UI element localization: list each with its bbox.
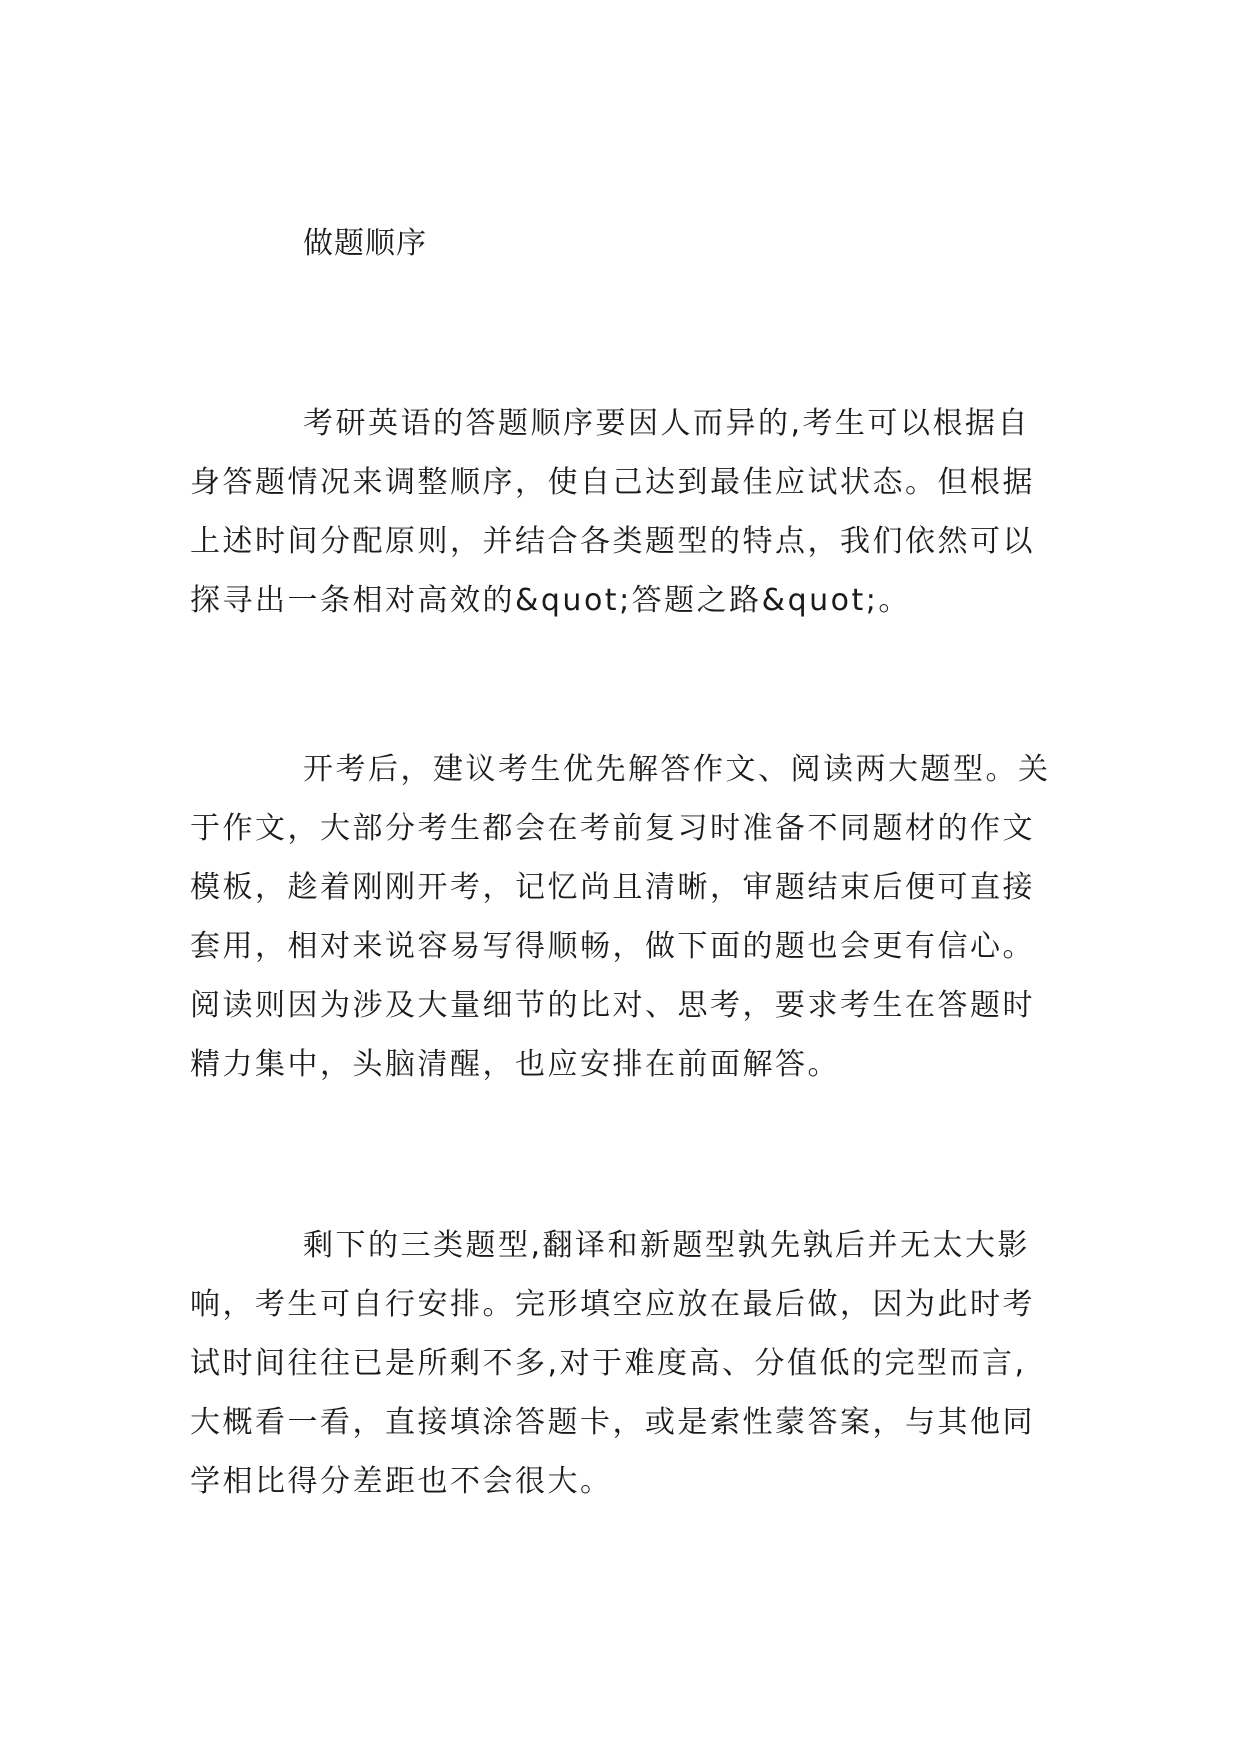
paragraph-line: 考研英语的答题顺序要因人而异的,考生可以根据自 <box>303 406 1031 441</box>
paragraph-writing-reading <box>190 740 1060 1094</box>
paragraph-line: 剩下的三类题型,翻译和新题型孰先孰后并无太大影 <box>303 1228 1031 1263</box>
paragraph-line: 身答题情况来调整顺序，使自己达到最佳应试状态。但根据 <box>190 465 1035 500</box>
paragraph-line: 探寻出一条相对高效的&quot;答题之路&quot;。 <box>190 583 911 618</box>
paragraph-line: 上述时间分配原则，并结合各类题型的特点，我们依然可以 <box>190 524 1035 559</box>
paragraph-line: 响，考生可自行安排。完形填空应放在最后做，因为此时考 <box>190 1287 1035 1322</box>
paragraph-line: 大概看一看，直接填涂答题卡，或是索性蒙答案，与其他同 <box>190 1405 1035 1440</box>
paragraph-line: 试时间往往已是所剩不多,对于难度高、分值低的完型而言, <box>190 1346 1027 1381</box>
paragraph-line: 开考后，建议考生优先解答作文、阅读两大题型。关 <box>303 752 1051 787</box>
paragraph-remaining-types <box>190 1216 1060 1511</box>
paragraph-line: 模板，趁着刚刚开考，记忆尚且清晰，审题结束后便可直接 <box>190 870 1035 905</box>
paragraph-answer-order <box>190 394 1060 630</box>
paragraph-line: 学相比得分差距也不会很大。 <box>190 1464 613 1499</box>
paragraph-line: 于作文，大部分考生都会在考前复习时准备不同题材的作文 <box>190 811 1035 846</box>
paragraph-line: 套用，相对来说容易写得顺畅，做下面的题也会更有信心。 <box>190 929 1035 964</box>
paragraph-line: 阅读则因为涉及大量细节的比对、思考，要求考生在答题时 <box>190 988 1035 1023</box>
paragraph-line: 精力集中，头脑清醒，也应安排在前面解答。 <box>190 1047 840 1082</box>
document-heading: 做题顺序 <box>303 226 427 261</box>
